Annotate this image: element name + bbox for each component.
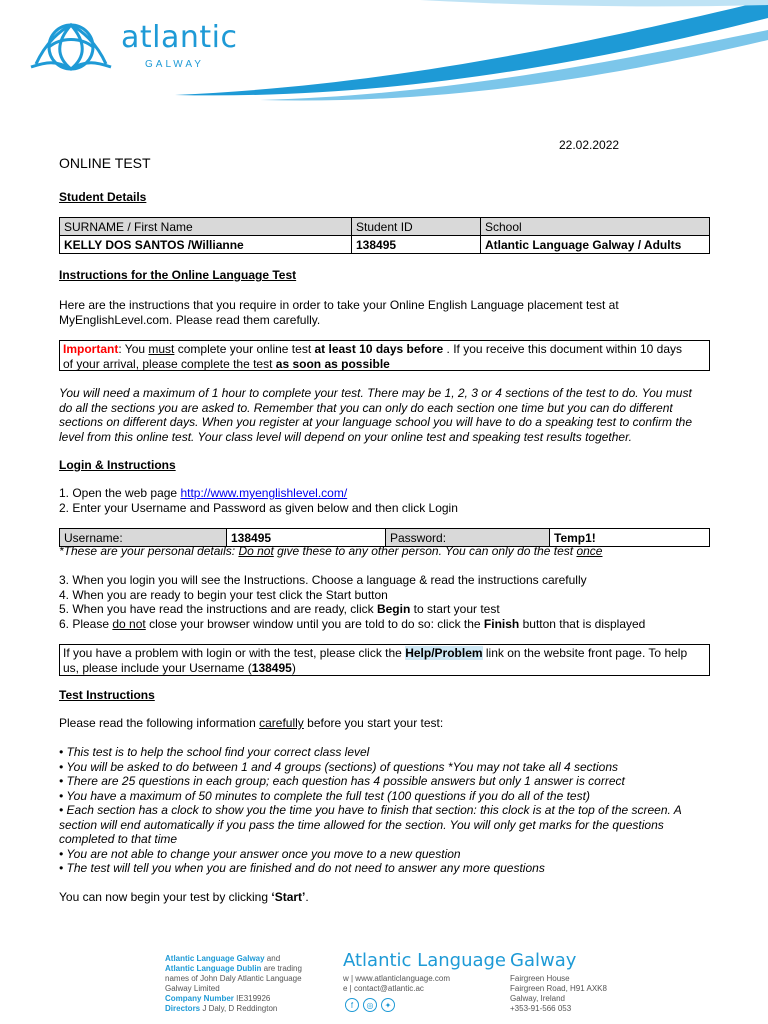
footer-phone: +353-91-566 053 [510, 1004, 572, 1013]
twitter-icon[interactable]: ✦ [381, 998, 395, 1012]
password-value: Temp1! [550, 529, 710, 547]
intro-line: MyEnglishLevel.com. Please read them carefully. [59, 312, 321, 327]
username-label: Username: [60, 529, 227, 547]
intro-paragraph [59, 298, 719, 327]
credentials-note: *These are your personal details: Do not give these to any other person. You can only do the test once [59, 544, 603, 558]
step-6: 6. Please do not close your browser window until you are told to do so: click the Finish button that is displayed [59, 616, 646, 631]
list-item: • There are 25 questions in each group; each question has 4 possible answers but only 1 answer is correct [59, 774, 625, 788]
student-school: Atlantic Language Galway / Adults [481, 236, 710, 254]
test-intro: Please read the following information carefully before you start your test: [59, 716, 444, 730]
help-box: If you have a problem with login or with the test, please click the Help/Problem link on the website front page. To help us, please include your Username (138495) [59, 644, 710, 676]
footer-contact [343, 974, 450, 994]
intro-line: Here are the instructions that you require in order to take your Online English Language placement test at [59, 298, 619, 312]
password-label: Password: [386, 529, 550, 547]
step-4: 4. When you are ready to begin your test click the Start button [59, 587, 388, 602]
list-item: section will end automatically if you pass the time allowed for the section. You will only get marks for the questions [59, 817, 664, 832]
test-info-paragraph [59, 386, 729, 444]
username-value: 138495 [227, 529, 386, 547]
list-item: • This test is to help the school find your correct class level [59, 745, 370, 759]
student-name: KELLY DOS SANTOS /Willianne [60, 236, 352, 254]
para-line: do all the sections you are asked to. Remember that you can only do each section one time but you can do different [59, 400, 673, 415]
step-2: 2. Enter your Username and Password as given below and then click Login [59, 500, 458, 515]
celtic-knot-icon [26, 22, 116, 72]
page-title: ONLINE TEST [59, 155, 151, 171]
test-bullets [59, 745, 739, 876]
para-line: level from this online test. Your class level will depend on your online test and speaking test results together. [59, 429, 632, 444]
student-details-heading: Student Details [59, 190, 147, 204]
myenglishlevel-link[interactable]: http://www.myenglishlevel.com/ [180, 486, 348, 500]
student-details-table [59, 217, 710, 254]
instructions-heading: Instructions for the Online Language Test [59, 268, 297, 282]
list-item: • You have a maximum of 50 minutes to complete the full test (100 questions if you do all of the test) [59, 788, 590, 803]
student-id: 138495 [352, 236, 481, 254]
header-cell-id: Student ID [352, 218, 481, 236]
login-heading: Login & Instructions [59, 458, 176, 472]
footer-website: w | www.atlanticlanguage.com [343, 974, 451, 983]
important-box: Important: You must complete your online test at least 10 days before . If you receive this document within 10 days of your arrival, please complete the test as soon as possible [59, 340, 710, 371]
footer-brand-city: Galway [510, 950, 577, 971]
para-line: You will need a maximum of 1 hour to complete your test. There may be 1, 2, 3 or 4 sections of the test to do. You must [59, 386, 692, 400]
document-date: 22.02.2022 [559, 138, 620, 152]
test-instructions-heading: Test Instructions [59, 688, 155, 702]
step-3: 3. When you login you will see the Instructions. Choose a language & read the instructions carefully [59, 573, 587, 587]
login-steps: 1. Open the web page http://www.myenglishlevel.com/ 2. Enter your Username and Password as given below and then click Login [59, 486, 719, 515]
instagram-icon[interactable]: ◎ [363, 998, 377, 1012]
header-cell-name: SURNAME / First Name [60, 218, 352, 236]
list-item: • You will be asked to do between 1 and 4 groups (sections) of questions *You may not take all 4 sections [59, 759, 618, 774]
closing-line: You can now begin your test by clicking ‘Start’. [59, 890, 309, 904]
table-row [60, 236, 710, 254]
step-5: 5. When you have read the instructions and are ready, click Begin to start your test [59, 602, 500, 616]
table-header-row [60, 218, 710, 236]
para-line: sections on different days. When you register at your language school you will have to do a speaking test to confirm the [59, 415, 693, 429]
footer-email: e | contact@atlantic.ac [343, 984, 424, 993]
login-steps-continued [59, 573, 739, 631]
list-item: • You are not able to change your answer once you move to a new question [59, 846, 461, 861]
help-problem-label: Help/Problem [405, 646, 483, 660]
list-item: • The test will tell you when you are finished and do not need to answer any more questions [59, 861, 545, 875]
list-item: • Each section has a clock to show you the time you have to finish that section: this clock is at the top of the screen. A [59, 803, 682, 817]
facebook-icon[interactable]: f [345, 998, 359, 1012]
logo-name: atlantic [121, 20, 238, 55]
footer-legal: Atlantic Language Galway and Atlantic Language Dublin are trading names of John Daly Atlantic Language Galway Limited Company Number IE319926 Directors J Daly, D Reddington [165, 954, 302, 1013]
important-label: Important [63, 342, 119, 356]
header-cell-school: School [481, 218, 710, 236]
logo-subtitle: GALWAY [145, 59, 204, 70]
footer-address: Fairgreen House Fairgreen Road, H91 AXK8 Galway, Ireland +353-91-566 053 [510, 974, 607, 1013]
list-item: completed to that time [59, 832, 178, 846]
footer-brand: Atlantic Language [343, 950, 507, 971]
